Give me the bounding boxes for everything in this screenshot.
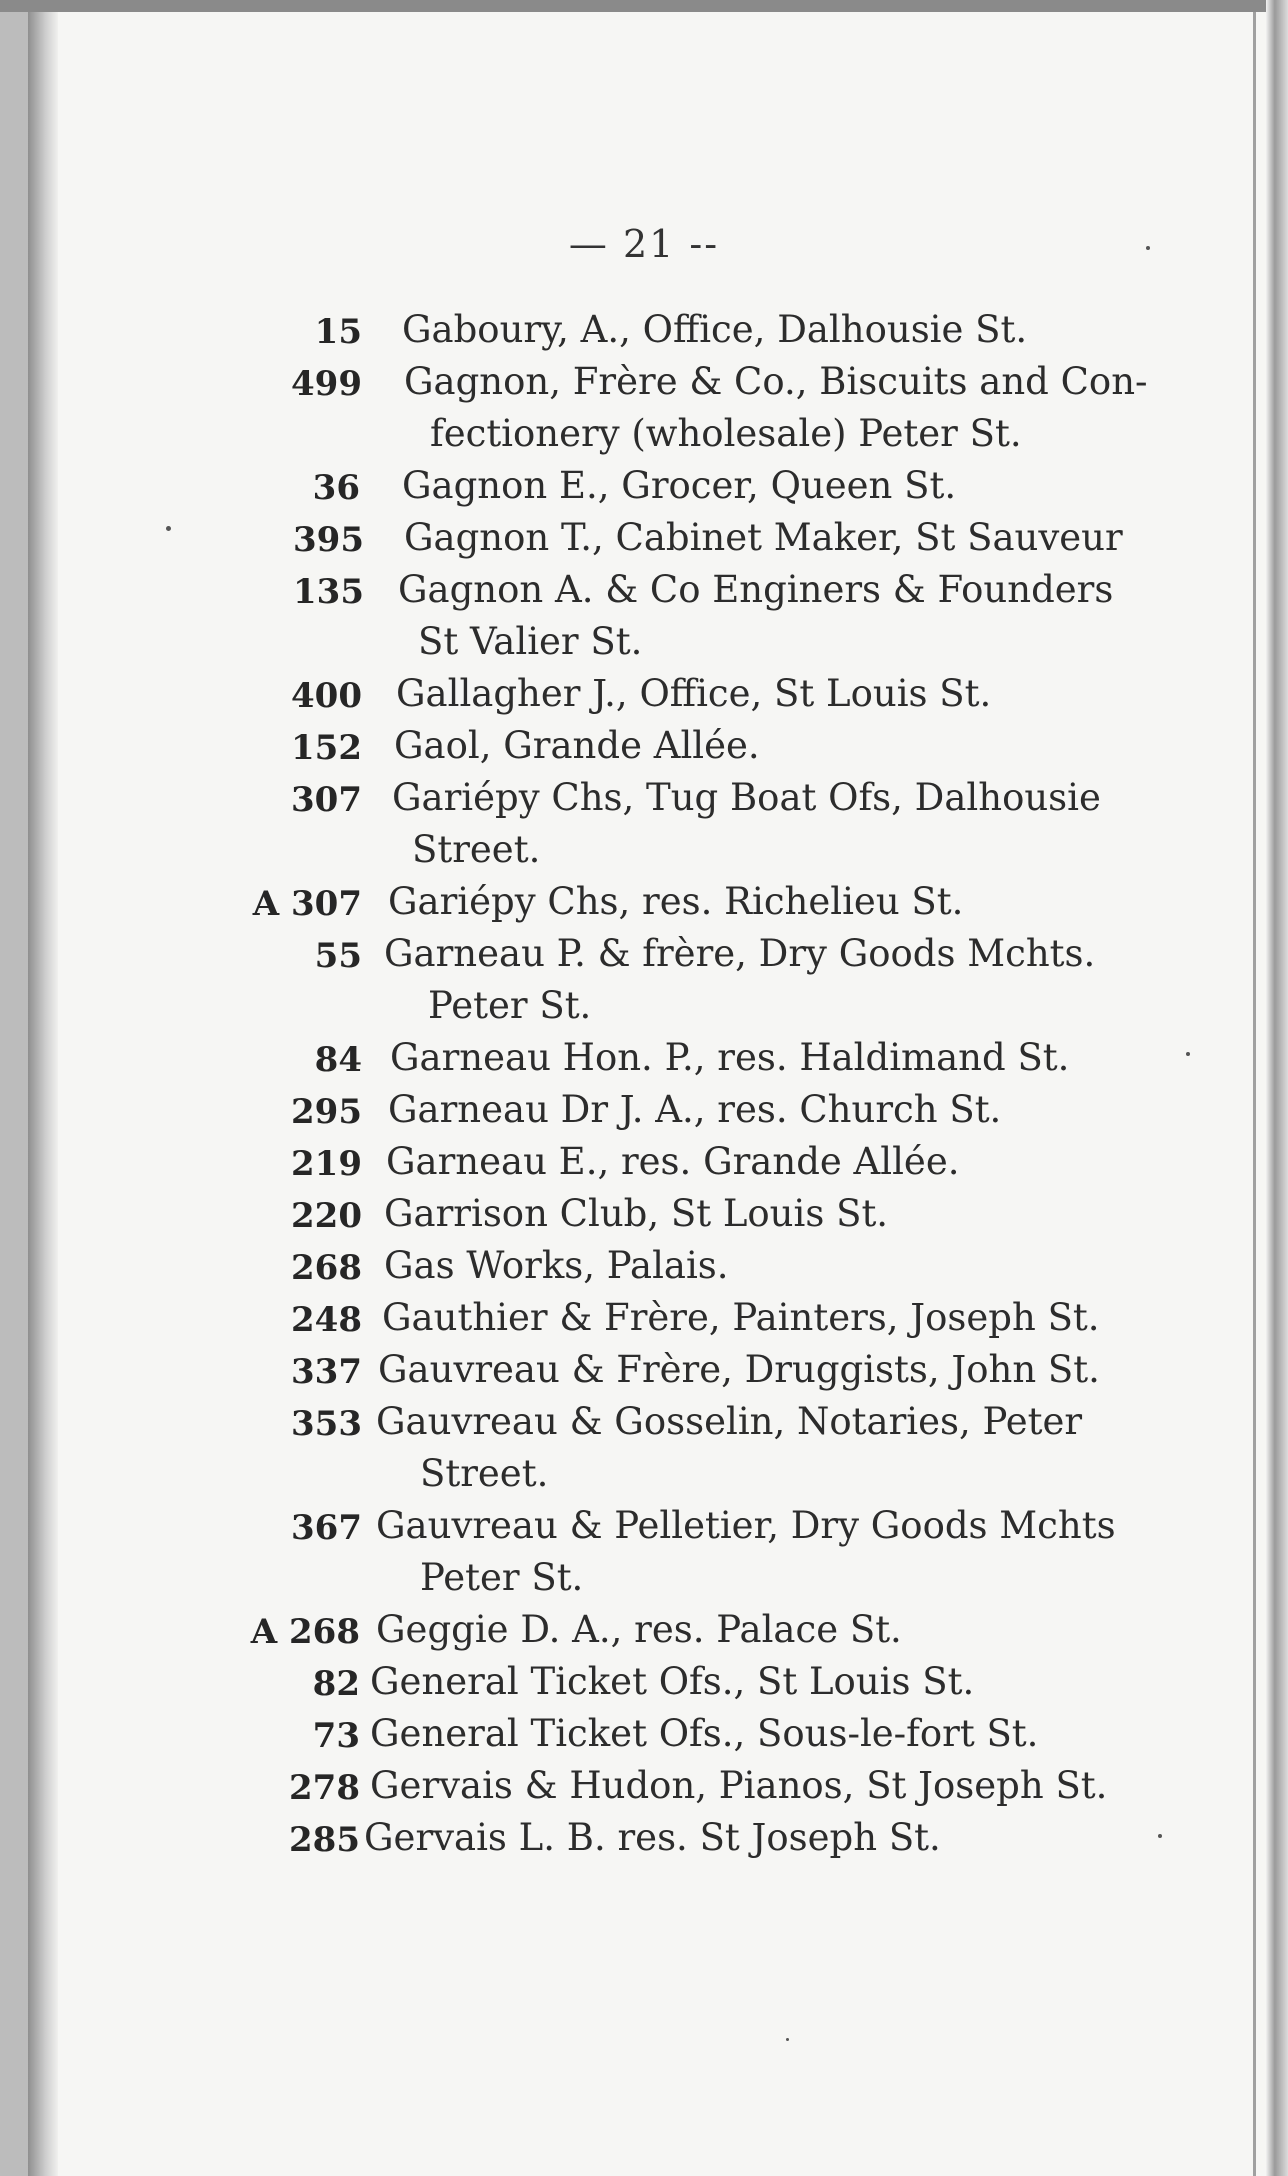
ink-speck (166, 526, 171, 531)
entry-number: 337 (291, 1352, 362, 1392)
directory-entry (0, 1816, 1288, 1868)
directory-entry (0, 1504, 1288, 1608)
entry-text: General Ticket Ofs., Sous-le-fort St. (370, 1712, 1039, 1755)
entry-text: Gauthier & Frère, Painters, Joseph St. (382, 1296, 1100, 1339)
directory-entry (0, 880, 1288, 932)
ink-speck (1186, 1052, 1190, 1056)
entry-text: Gauvreau & Frère, Druggists, John St. (378, 1348, 1100, 1391)
directory-list (0, 308, 1288, 1868)
directory-entry (0, 1088, 1288, 1140)
top-edge (0, 0, 1288, 12)
entry-continuation: Street. (412, 828, 541, 871)
directory-entry (0, 360, 1288, 464)
entry-text: Geggie D. A., res. Palace St. (376, 1608, 902, 1651)
directory-entry (0, 724, 1288, 776)
entry-number: 82 (312, 1664, 360, 1704)
directory-entry (0, 1140, 1288, 1192)
ink-speck (1146, 246, 1150, 250)
entry-number: 55 (314, 936, 362, 976)
entry-text: Garneau E., res. Grande Allée. (386, 1140, 960, 1183)
directory-entry (0, 568, 1288, 672)
entry-number: 73 (312, 1716, 360, 1756)
entry-text: Gagnon A. & Co Enginers & Founders (398, 568, 1114, 611)
entry-text: Garneau P. & frère, Dry Goods Mchts. (384, 932, 1096, 975)
directory-entry (0, 1192, 1288, 1244)
entry-number: A 268 (250, 1612, 360, 1652)
entry-continuation: Peter St. (428, 984, 592, 1027)
entry-text: Gallagher J., Office, St Louis St. (396, 672, 992, 715)
ink-speck (786, 2038, 789, 2041)
entry-text: Gas Works, Palais. (384, 1244, 729, 1287)
entry-number: 135 (293, 572, 364, 612)
entry-text: Gauvreau & Pelletier, Dry Goods Mchts (376, 1504, 1116, 1547)
entry-text: Garrison Club, St Louis St. (384, 1192, 889, 1235)
entry-number: 353 (291, 1404, 362, 1444)
entry-text: Gagnon T., Cabinet Maker, St Sauveur (404, 516, 1123, 559)
entry-text: Gervais L. B. res. St Joseph St. (364, 1816, 941, 1859)
entry-number: 219 (291, 1144, 362, 1184)
entry-number: 36 (312, 468, 360, 508)
entry-number: 499 (291, 364, 362, 404)
entry-number: 295 (291, 1092, 362, 1132)
directory-entry (0, 1348, 1288, 1400)
entry-number: 248 (291, 1300, 362, 1340)
entry-text: Gauvreau & Gosselin, Notaries, Peter (376, 1400, 1083, 1443)
directory-entry (0, 1400, 1288, 1504)
entry-number: 15 (314, 312, 362, 352)
entry-text: General Ticket Ofs., St Louis St. (370, 1660, 975, 1703)
entry-text: Garneau Hon. P., res. Haldimand St. (390, 1036, 1070, 1079)
entry-number: 285 (289, 1820, 360, 1860)
directory-entry (0, 1608, 1288, 1660)
directory-entry (0, 464, 1288, 516)
entry-text: Gariépy Chs, Tug Boat Ofs, Dalhousie (392, 776, 1101, 819)
directory-entry (0, 1244, 1288, 1296)
entry-text: Gaboury, A., Office, Dalhousie St. (402, 308, 1028, 351)
entry-text: Gagnon, Frère & Co., Biscuits and Con- (404, 360, 1148, 403)
directory-entry (0, 1036, 1288, 1088)
entry-number: 84 (314, 1040, 362, 1080)
page-number: — 21 -- (568, 222, 720, 266)
entry-number: 152 (291, 728, 362, 768)
directory-entry (0, 308, 1288, 360)
directory-entry (0, 1764, 1288, 1816)
directory-entry (0, 1296, 1288, 1348)
directory-entry (0, 672, 1288, 724)
directory-entry (0, 516, 1288, 568)
entry-number: 268 (291, 1248, 362, 1288)
entry-text: Gaol, Grande Allée. (394, 724, 760, 767)
directory-entry (0, 776, 1288, 880)
entry-continuation: Street. (420, 1452, 549, 1495)
entry-number: 307 (291, 780, 362, 820)
entry-continuation: fectionery (wholesale) Peter St. (430, 412, 1022, 455)
entry-number: 395 (293, 520, 364, 560)
entry-text: Gervais & Hudon, Pianos, St Joseph St. (370, 1764, 1108, 1807)
directory-entry (0, 1712, 1288, 1764)
entry-text: Gagnon E., Grocer, Queen St. (402, 464, 957, 507)
entry-number: A 307 (252, 884, 362, 924)
entry-number: 220 (291, 1196, 362, 1236)
entry-text: Garneau Dr J. A., res. Church St. (388, 1088, 1002, 1131)
directory-entry (0, 1660, 1288, 1712)
entry-text: Gariépy Chs, res. Richelieu St. (388, 880, 964, 923)
entry-continuation: Peter St. (420, 1556, 584, 1599)
entry-continuation: St Valier St. (418, 620, 643, 663)
entry-number: 367 (291, 1508, 362, 1548)
entry-number: 278 (289, 1768, 360, 1808)
entry-number: 400 (291, 676, 362, 716)
directory-entry (0, 932, 1288, 1036)
ink-speck (1158, 1834, 1162, 1838)
